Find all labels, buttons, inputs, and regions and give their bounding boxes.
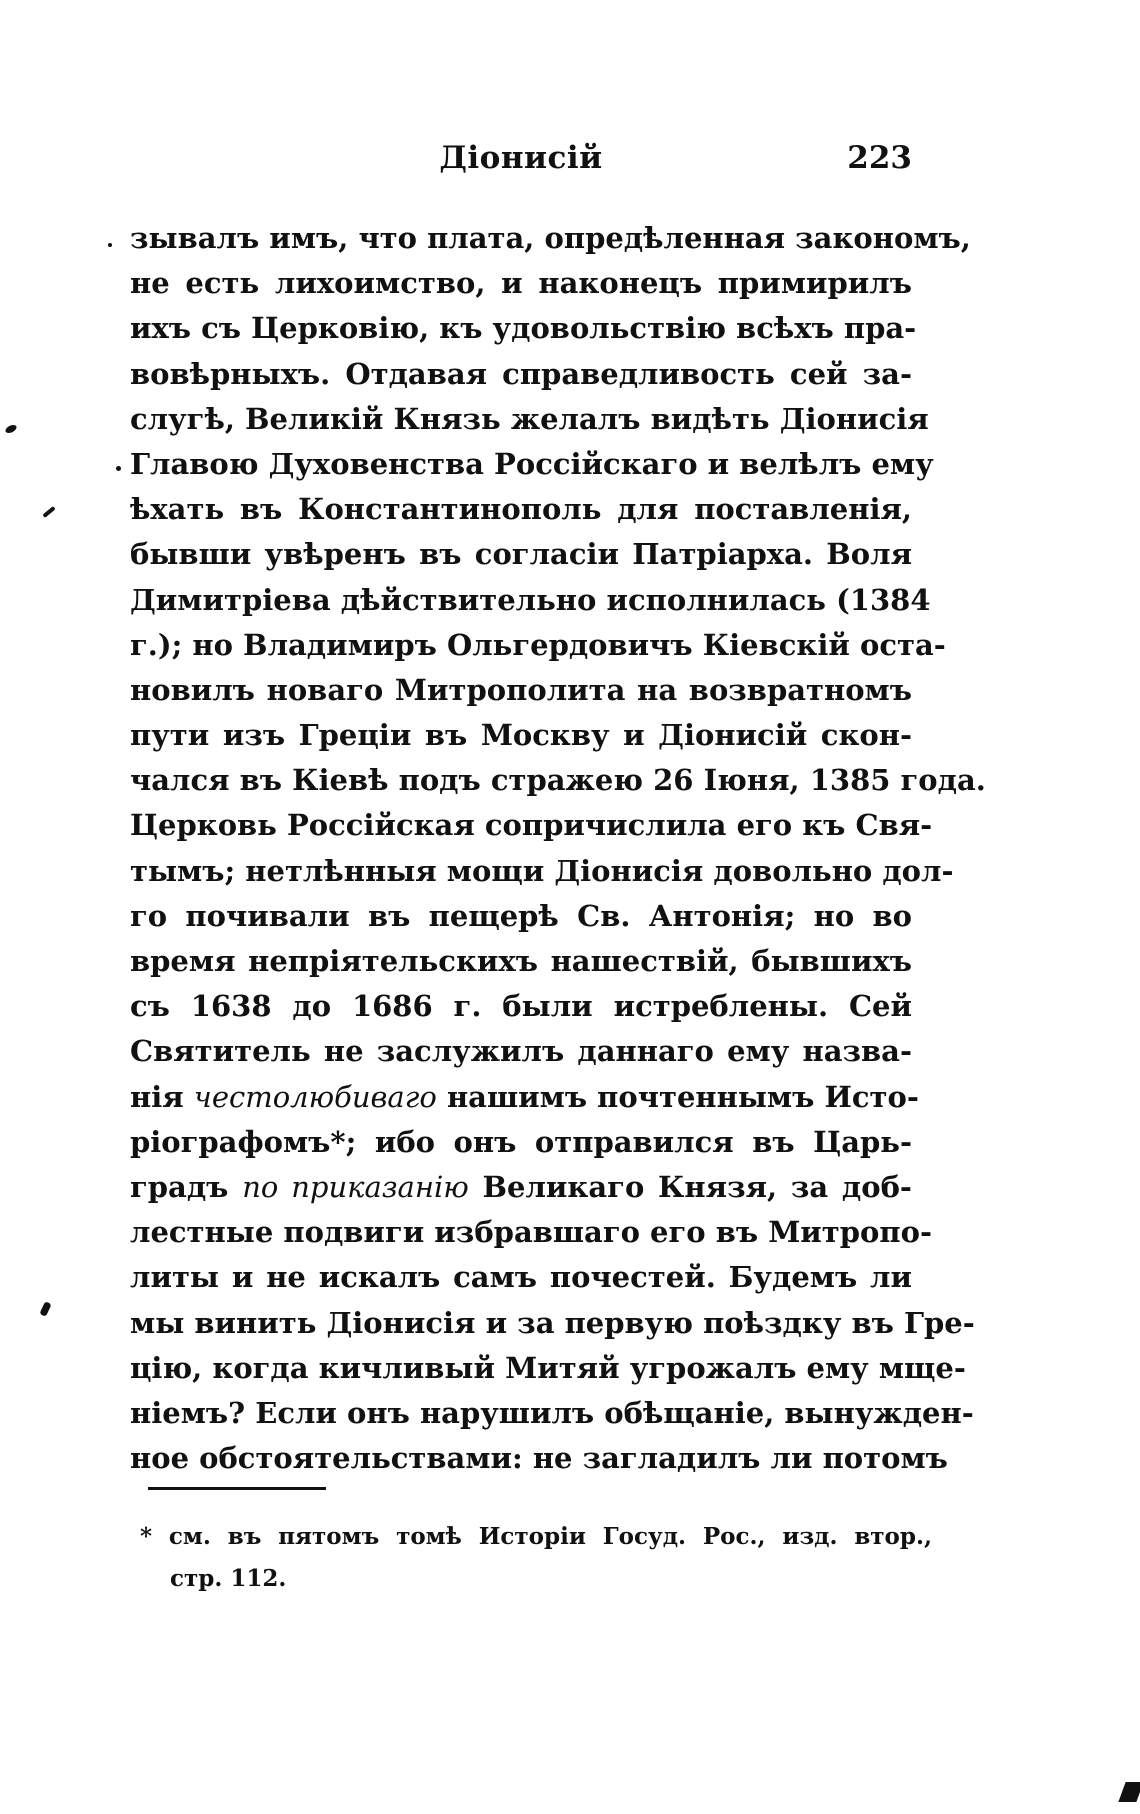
text-line: чался въ Кіевѣ подъ стражею 26 Іюня, 1385 года.	[130, 763, 986, 798]
line-text: нія	[130, 1079, 184, 1114]
line-text: Великаго Князя, за доб-	[482, 1169, 912, 1204]
footnote-line: стр. 112.	[170, 1565, 287, 1592]
text-line: ѣхать въ Константинополь для поставленія,	[130, 492, 912, 527]
text-line: слугѣ, Великій Князь желалъ видѣть Діонисія	[130, 401, 929, 436]
italic-phrase: по приказанію	[242, 1169, 469, 1204]
footnote	[140, 1516, 932, 1600]
text-line: тымъ; нетлѣнныя мощи Діонисія довольно дол-	[130, 853, 954, 888]
text-line: цію, когда кичливый Митяй угрожалъ ему мще-	[130, 1350, 966, 1385]
page-number: 223	[847, 140, 912, 176]
text-line: Димитріева дѣйствительно исполнилась (1384	[130, 582, 931, 617]
text-line: мы винить Діонисія и за первую поѣздку въ Гре-	[130, 1305, 975, 1340]
margin-ink-dot	[108, 243, 112, 247]
text-line: вовѣрныхъ. Отдавая справедливость сей за-	[130, 356, 912, 391]
margin-ink-mark	[42, 506, 55, 518]
text-line-with-italic	[130, 1165, 912, 1210]
margin-ink-dot	[116, 466, 121, 471]
text-line: новилъ новаго Митрополита на возвратномъ	[130, 672, 912, 707]
corner-ink-mark	[1118, 1782, 1140, 1802]
running-title: Діонисій	[439, 140, 603, 176]
text-line: го почивали въ пещерѣ Св. Антонія; но во	[130, 898, 912, 933]
margin-ink-mark	[39, 1301, 51, 1317]
text-line: ное обстоятельствами: не загладилъ ли потомъ	[130, 1441, 948, 1476]
italic-phrase: честолюбиваго	[193, 1079, 437, 1114]
line-text: нашимъ почтеннымъ Исто-	[446, 1079, 919, 1114]
page-header	[130, 140, 912, 190]
text-line: не есть лихоимство, и наконецъ примирилъ	[130, 266, 912, 301]
text-line: ихъ съ Церковію, къ удовольствію всѣхъ пра-	[130, 311, 917, 346]
text-line: литы и не искалъ самъ почестей. Будемъ ли	[130, 1260, 912, 1295]
text-line: съ 1638 до 1686 г. были истреблены. Сей	[130, 989, 912, 1024]
main-text	[130, 216, 986, 1481]
line-text: градъ	[130, 1169, 229, 1204]
text-line: ніемъ? Если онъ нарушилъ обѣщаніе, вынужден-	[130, 1395, 974, 1430]
footnote-divider	[148, 1487, 326, 1490]
margin-ink-mark	[4, 425, 19, 433]
text-line: Главою Духовенства Россійскаго и велѣлъ ему	[130, 446, 934, 481]
text-line: Святитель не заслужилъ даннаго ему назва-	[130, 1034, 912, 1069]
text-line: время непріятельскихъ нашествій, бывшихъ	[130, 944, 912, 978]
text-line: лестные подвиги избравшаго его въ Митропо-	[130, 1215, 933, 1250]
text-line: пути изъ Греціи въ Москву и Діонисій скон-	[130, 718, 912, 753]
text-line: ріографомъ*; ибо онъ отправился въ Царь-	[130, 1124, 912, 1159]
text-line: г.); но Владимиръ Ольгердовичъ Кіевскій оста-	[130, 627, 946, 662]
text-line-with-italic	[130, 1075, 919, 1120]
footnote-line: * см. въ пятомъ томѣ Исторіи Госуд. Рос., изд. втор.,	[140, 1523, 932, 1550]
text-line: бывши увѣренъ въ согласіи Патріарха. Воля	[130, 537, 912, 572]
text-line: Церковь Россійская сопричислила его къ Свя-	[130, 808, 933, 843]
text-line: зывалъ имъ, что плата, опредѣленная закономъ,	[130, 221, 971, 255]
